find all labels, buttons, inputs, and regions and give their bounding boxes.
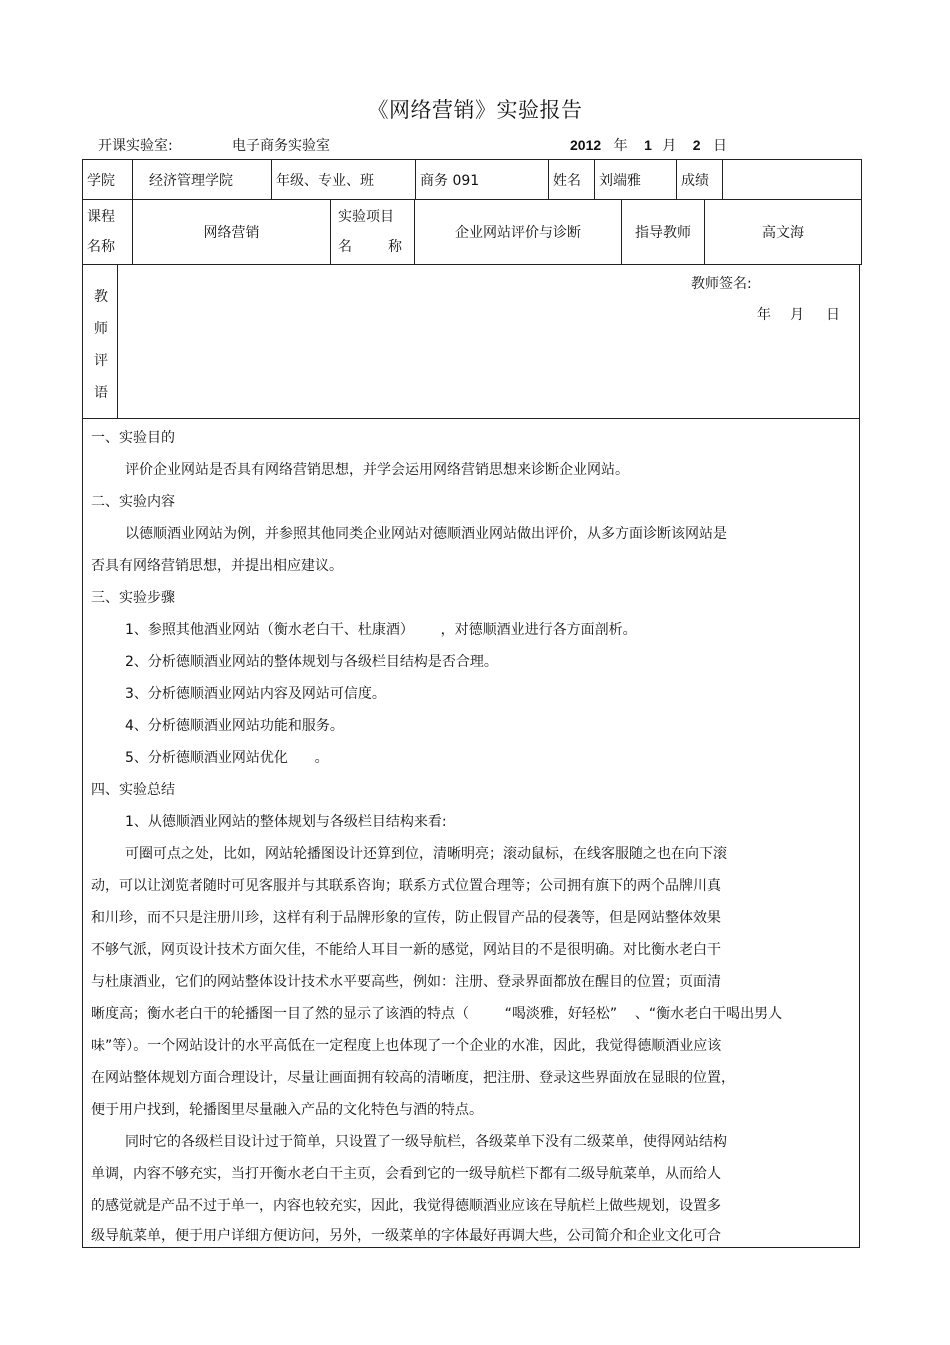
teacher-label: 指导教师 bbox=[622, 200, 705, 265]
paragraph-line: 便于用户找到，轮播图里尽量融入产品的文化特色与酒的特点。 bbox=[91, 1102, 483, 1118]
paragraph-line: 的感觉就是产品不过于单一，内容也较充实，因此，我觉得德顺酒业应该在导航栏上做些规划，设置多 bbox=[91, 1198, 721, 1214]
lab-label: 开课实验室: bbox=[98, 138, 173, 154]
section-heading: 三、实验步骤 bbox=[91, 590, 175, 606]
step-item: 1、参照其他酒业网站（衡水老白干、杜康酒） ，对德顺酒业进行各方面剖析。 bbox=[125, 622, 637, 638]
grade-label: 成绩 bbox=[677, 160, 723, 200]
paragraph-line: 否具有网络营销思想，并提出相应建议。 bbox=[91, 558, 343, 574]
step-item: 5、分析德顺酒业网站优化 。 bbox=[125, 750, 329, 766]
lab-value: 电子商务实验室 bbox=[232, 138, 330, 154]
course-label bbox=[83, 200, 133, 265]
subsection-heading: 1、从德顺酒业网站的整体规划与各级栏目结构来看: bbox=[125, 814, 447, 830]
signature-day: 日 bbox=[826, 307, 840, 323]
date-year: 2012 bbox=[570, 137, 602, 153]
student-name-value: 刘端雅 bbox=[595, 160, 677, 200]
course-label-line2: 名称 bbox=[87, 239, 115, 255]
class-label: 年级、专业、班 bbox=[272, 160, 416, 200]
comments-label-char-4: 语 bbox=[94, 385, 108, 401]
teacher-signature-label: 教师签名: bbox=[691, 276, 752, 292]
paragraph-line: 味”等）。一个网站设计的水平高低在一定程度上也体现了一个企业的水准，因此，我觉得德顺酒业应该 bbox=[91, 1038, 722, 1054]
step-item: 3、分析德顺酒业网站内容及网站可信度。 bbox=[125, 686, 386, 702]
course-value: 网络营销 bbox=[133, 200, 331, 265]
paragraph-line: 不够气派，网页设计技术方面欠佳，不能给人耳目一新的感觉，网站目的不是很明确。对比衡水老白干 bbox=[91, 942, 721, 958]
comments-label-char-1: 教 bbox=[94, 289, 108, 305]
comments-label-char-2: 师 bbox=[94, 321, 108, 337]
paragraph-line: 可圈可点之处，比如，网站轮播图设计还算到位，清晰明亮；滚动鼠标，在线客服随之也在向下滚 bbox=[125, 846, 727, 862]
project-label-line1: 实验项目 bbox=[338, 209, 394, 225]
section-heading: 二、实验内容 bbox=[91, 494, 175, 510]
report-body bbox=[82, 419, 860, 1248]
date-month: 1 bbox=[644, 137, 652, 153]
paragraph-line: 和川珍，而不只是注册川珍，这样有利于品牌形象的宣传，防止假冒产品的侵袭等，但是网站整体效果 bbox=[91, 910, 721, 926]
paragraph-line: 同时它的各级栏目设计过于简单，只设置了一级导航栏，各级菜单下没有二级菜单，使得网站结构 bbox=[125, 1134, 727, 1150]
paragraph-line: 与杜康酒业，它们的网站整体设计技术水平要高些，例如：注册、登录界面都放在醒目的位置；页面清 bbox=[91, 974, 721, 990]
section-heading: 一、实验目的 bbox=[91, 430, 175, 446]
report-date bbox=[570, 135, 727, 155]
info-table-row1 bbox=[82, 159, 862, 200]
paragraph-line: 以德顺酒业网站为例，并参照其他同类企业网站对德顺酒业网站做出评价，从多方面诊断该网站是 bbox=[125, 526, 727, 542]
paragraph-line: 单调，内容不够充实，当打开衡水老白干主页，会看到它的一级导航栏下都有二级导航菜单，从而给人 bbox=[91, 1166, 721, 1182]
grade-value bbox=[723, 160, 862, 200]
college-value: 经济管理学院 bbox=[133, 160, 272, 200]
course-label-line1: 课程 bbox=[87, 209, 115, 225]
project-label-line2 bbox=[338, 232, 402, 262]
date-year-unit: 年 bbox=[613, 138, 628, 154]
info-table-row2 bbox=[82, 199, 862, 265]
comments-label-char-3: 评 bbox=[94, 353, 108, 369]
project-label-cheng: 称 bbox=[388, 239, 402, 255]
student-name-label: 姓名 bbox=[549, 160, 595, 200]
project-value: 企业网站评价与诊断 bbox=[415, 200, 622, 265]
paragraph-line: 级导航菜单，便于用户详细方便访问，另外，一级菜单的字体最好再调大些，公司简介和企业文化可合 bbox=[91, 1228, 721, 1244]
paragraph-line: 在网站整体规划方面合理设计，尽量让画面拥有较高的清晰度，把注册、登录这些界面放在显眼的位置， bbox=[91, 1070, 735, 1086]
signature-month: 月 bbox=[790, 307, 804, 323]
college-label: 学院 bbox=[83, 160, 133, 200]
report-title: 《网络营销》实验报告 bbox=[367, 98, 583, 122]
section-heading: 四、实验总结 bbox=[91, 782, 175, 798]
date-day-unit: 日 bbox=[713, 138, 728, 154]
date-month-unit: 月 bbox=[662, 138, 677, 154]
class-value: 商务 091 bbox=[416, 160, 549, 200]
project-label bbox=[331, 200, 415, 265]
paragraph-line: 动，可以让浏览者随时可见客服并与其联系咨询；联系方式位置合理等；公司拥有旗下的两个品牌川真 bbox=[91, 878, 721, 894]
teacher-value: 高文海 bbox=[705, 200, 862, 265]
paragraph-line: 晰度高；衡水老白干的轮播图一目了然的显示了该酒的特点（ “喝淡雅，好轻松” 、“衡水老白干喝出男人 bbox=[91, 1006, 783, 1022]
project-label-ming: 名 bbox=[338, 239, 352, 255]
paragraph-line: 评价企业网站是否具有网络营销思想，并学会运用网络营销思想来诊断企业网站。 bbox=[125, 462, 629, 478]
teacher-comments-section bbox=[82, 264, 860, 419]
teacher-comments-label bbox=[83, 264, 118, 418]
step-item: 2、分析德顺酒业网站的整体规划与各级栏目结构是否合理。 bbox=[125, 654, 498, 670]
signature-year: 年 bbox=[757, 307, 771, 323]
date-day: 2 bbox=[692, 137, 701, 153]
step-item: 4、分析德顺酒业网站功能和服务。 bbox=[125, 718, 344, 734]
